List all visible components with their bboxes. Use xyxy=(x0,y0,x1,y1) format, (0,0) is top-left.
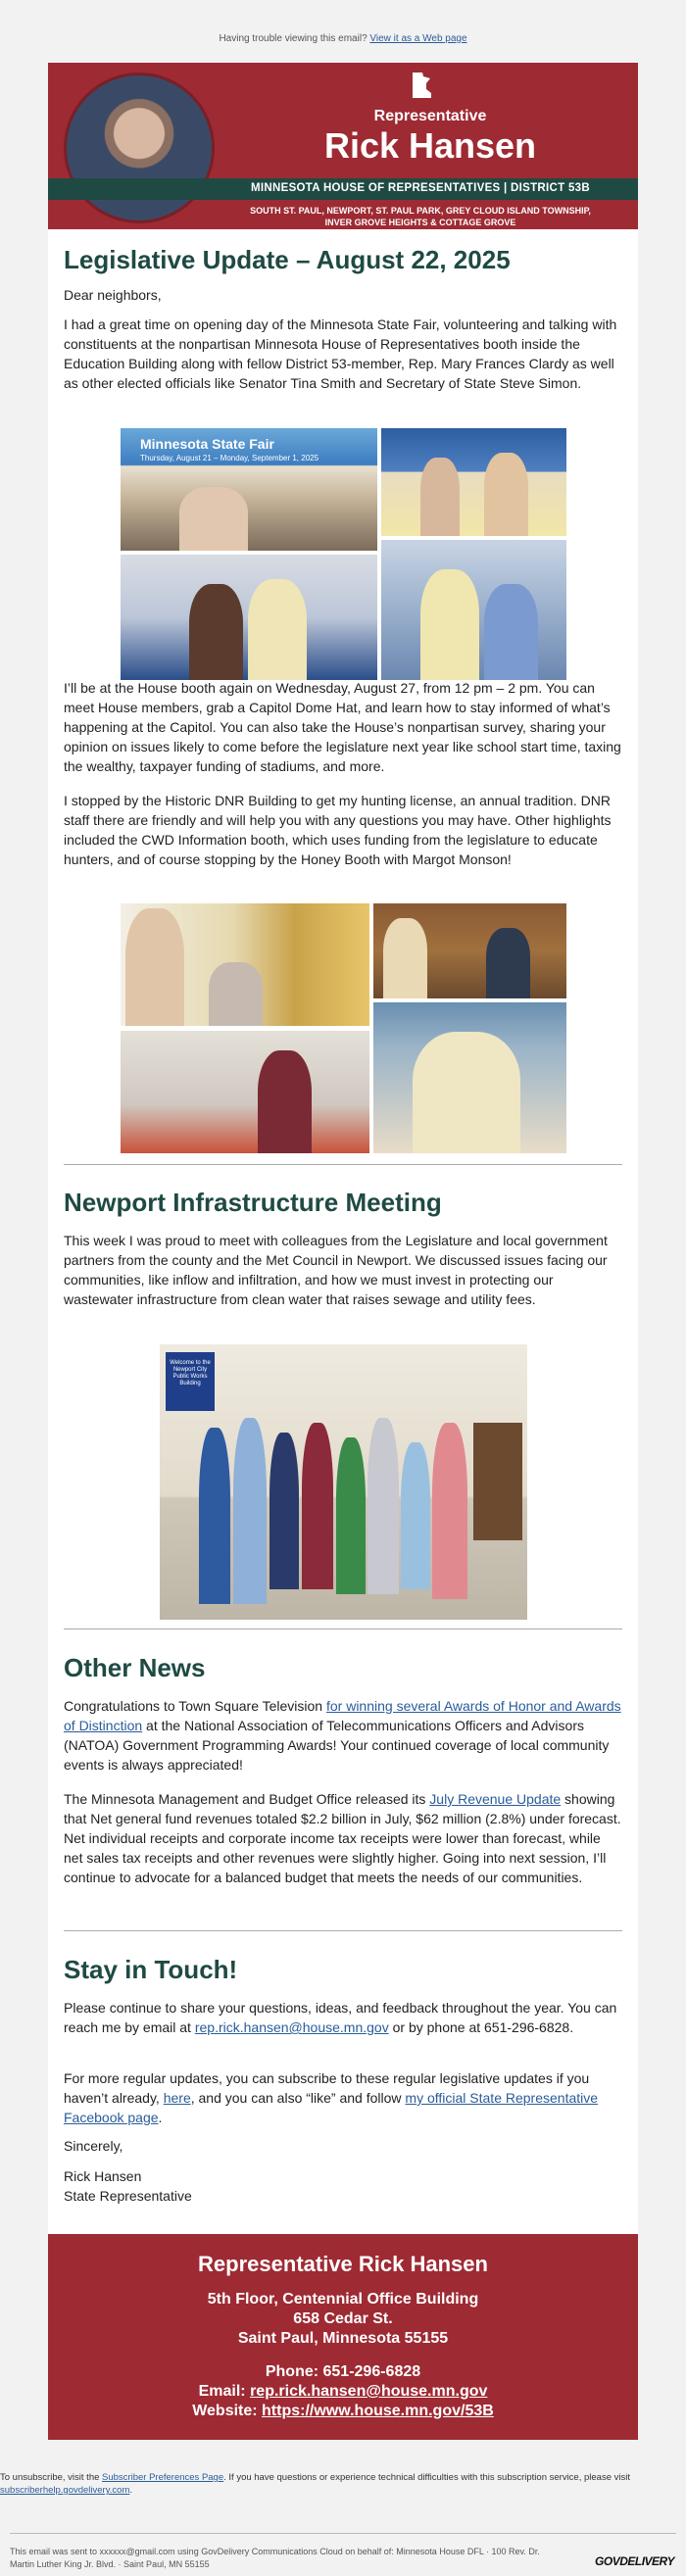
signature-name: Rick Hansen xyxy=(64,2168,142,2184)
booth-photo-two-men xyxy=(381,428,566,536)
booth-photo-with-colleague xyxy=(381,540,566,680)
revenue-update-paragraph xyxy=(64,1789,622,1887)
facebook-page-link[interactable]: my official State Representative Facebook page xyxy=(64,2090,599,2125)
person-right xyxy=(484,453,528,536)
representative-photo xyxy=(64,73,215,223)
person-left xyxy=(420,458,460,536)
state-fair-paragraph: I had a great time on opening day of the Minnesota State Fair, volunteering and talking with constituents at the nonpartisan Minnesota House of Representatives booth inside the Education Building along with fellow District 53-member, Rep. Mary Frances Clardy as well as other elected officials like Senator Tina Smith and Secretary of State Steve Simon. xyxy=(64,316,617,391)
divider-2 xyxy=(64,1628,622,1629)
state-fair-photo-collage xyxy=(121,428,566,680)
footer-phone: Phone: 651-296-6828 xyxy=(265,2363,421,2380)
footer-address-2: 658 Cedar St. xyxy=(293,2310,393,2327)
greeting: Dear neighbors, xyxy=(64,287,162,303)
person-man-2 xyxy=(420,569,479,680)
town-square-tv-paragraph xyxy=(64,1696,622,1774)
house-booth-paragraph: I’ll be at the House booth again on Wednesday, August 27, from 12 pm – 2 pm. You can meet House members, grab a Capitol Dome Hat, and learn how to stay informed of what’s happening at the Capitol. You can also take the House’s nonpartisan survey, sharing your opinion on issues likely to come before the legislature next year like school start time, taxing the wealthy, taxpayer funding of stadiums, and more. xyxy=(64,680,621,774)
july-revenue-update-link[interactable]: July Revenue Update xyxy=(429,1791,562,1807)
group-of-people xyxy=(199,1418,473,1604)
contact-footer xyxy=(48,2234,638,2440)
stay-in-touch-title: Stay in Touch! xyxy=(64,1955,238,1984)
preheader xyxy=(0,33,686,44)
preheader-text: Having trouble viewing this email? xyxy=(219,33,368,44)
legislative-update-title: Legislative Update – August 22, 2025 xyxy=(64,245,511,274)
revenue-text-b: showing that Net general fund revenues totaled $2.2 billion in July, $62 million (2.8%) under forecast. Net individual receipts and corporate income tax receipts were lower than forecast, while net sales tax receipts and other revenues were slightly higher. Going into next session, I’ll continue to advocate for a balanced budget that meets the needs of our communities. xyxy=(64,1791,621,1885)
welcome-screen xyxy=(166,1352,215,1411)
closing: Sincerely, xyxy=(64,2138,123,2154)
person-woman xyxy=(189,584,243,680)
tstv-text-b: at the National Association of Telecommunications Officers and Advisors (NATOA) Government Programming Awards! Your continued coverage of local community events is always appreciated! xyxy=(64,1718,610,1773)
footer-website-link[interactable]: https://www.house.mn.gov/53B xyxy=(262,2403,494,2419)
contact-paragraph xyxy=(64,1998,622,2037)
dnr-photo-collage xyxy=(121,903,566,1153)
state-fair-banner-photo xyxy=(121,428,377,551)
state-fair-sign-text: Minnesota State Fair xyxy=(140,436,274,452)
contact-text-b: or by phone at 651-296-6828. xyxy=(388,2019,574,2035)
header-title-small: Representative xyxy=(373,108,487,124)
awards-link[interactable]: for winning several Awards of Honor and Awards of Distinction xyxy=(64,1698,621,1733)
dnr-building-paragraph: I stopped by the Historic DNR Building to get my hunting license, an annual tradition. DNR staff there are friendly and will help you with any questions you may have. Other highlights included the CWD Information booth, which uses funding from the legislature to educate hunters, and of course stopping by the Honey Booth with Margot Monson! xyxy=(64,793,612,867)
wooden-door xyxy=(473,1423,522,1540)
person-woman-2 xyxy=(484,584,538,680)
subscribe-text-a: For more regular updates, you can subscribe to these regular legislative updates if you haven’t already, xyxy=(64,2070,590,2106)
unsubscribe-note xyxy=(0,2471,686,2497)
minnesota-state-icon xyxy=(411,73,432,98)
cwd-booth-photo xyxy=(121,1031,369,1153)
district-cities-line-2: INVER GROVE HEIGHTS & COTTAGE GROVE xyxy=(324,218,516,227)
footer-address-3: Saint Paul, Minnesota 55155 xyxy=(237,2330,449,2347)
unsub-text-b: . If you have questions or experience technical difficulties with this subscription service, please visit xyxy=(223,2472,630,2483)
newport-group-photo xyxy=(160,1344,527,1620)
signature-title: State Representative xyxy=(64,2188,192,2204)
footer-email-link[interactable]: rep.rick.hansen@house.mn.gov xyxy=(250,2383,488,2400)
subscribe-text-b: , and you can also “like” and follow xyxy=(190,2090,406,2106)
other-news-title: Other News xyxy=(64,1653,206,1682)
dnr-staff-photo xyxy=(373,903,566,998)
subscribe-here-link[interactable]: here xyxy=(163,2090,191,2106)
govdelivery-logo: GOVDELIVERY xyxy=(595,2554,674,2568)
booth-photo-with-official xyxy=(121,555,377,680)
header-title-big: Rick Hansen xyxy=(323,125,537,166)
unsub-text-c: . xyxy=(129,2485,132,2496)
unsub-text-a: To unsubscribe, visit the xyxy=(0,2472,103,2483)
person-man xyxy=(248,579,307,680)
divider-1 xyxy=(64,1164,622,1165)
person-woman-3 xyxy=(209,962,263,1026)
footer-address-1: 5th Floor, Centennial Office Building xyxy=(207,2291,479,2308)
email-link[interactable]: rep.rick.hansen@house.mn.gov xyxy=(194,2019,389,2035)
state-fair-sign-date: Thursday, August 21 – Monday, September 1, 2025 xyxy=(140,454,319,462)
contact-text-a: Please continue to share your questions, ideas, and feedback throughout the year. You can reach me by email at xyxy=(64,2000,617,2035)
newport-meeting-paragraph: This week I was proud to meet with colleagues from the Legislature and local government partners from the county and the Met Council in Newport. We discussed issues facing our communities, like inflow and infiltration, and how we must invest in protecting our wastewater infrastructure from clean water that raises sewage and utility fees. xyxy=(64,1233,608,1307)
subscriber-preferences-link[interactable]: Subscriber Preferences Page xyxy=(102,2472,224,2483)
welcome-screen-text: Welcome to the Newport City Public Works Building xyxy=(170,1360,211,1386)
footer-name: Representative Rick Hansen xyxy=(198,2252,488,2276)
district-cities-line-1: SOUTH ST. PAUL, NEWPORT, ST. PAUL PARK, GREY CLOUD ISLAND TOWNSHIP, xyxy=(250,206,591,216)
person-with-sunglasses xyxy=(179,487,248,551)
subscribe-paragraph xyxy=(64,2068,622,2127)
header-banner xyxy=(48,63,638,229)
newport-meeting-title: Newport Infrastructure Meeting xyxy=(64,1188,442,1217)
person-woman-4 xyxy=(258,1050,312,1153)
tstv-text-a: Congratulations to Town Square Television xyxy=(64,1698,326,1714)
footer-website-line xyxy=(48,2403,638,2420)
person-man-3 xyxy=(125,908,184,1026)
footer-website-label: Website: xyxy=(192,2403,263,2419)
revenue-text-a: The Minnesota Management and Budget Office released its xyxy=(64,1791,430,1807)
header-band-text: MINNESOTA HOUSE OF REPRESENTATIVES | DISTRICT 53B xyxy=(251,182,590,194)
district-cities xyxy=(224,205,616,228)
sent-to-note: This email was sent to xxxxxx@gmail.com using GovDelivery Communications Cloud on behalf of: Minnesota House DFL · 100 Rev. Dr. Martin Luther King Jr. Blvd. · Saint Paul, MN 55155 xyxy=(10,2547,540,2569)
legal-divider xyxy=(10,2533,676,2534)
person-man-5 xyxy=(413,1032,520,1153)
subscribe-text-c: . xyxy=(158,2110,163,2125)
honey-booth-photo xyxy=(121,903,369,1026)
person-staff xyxy=(486,928,530,998)
footer-email-label: Email: xyxy=(198,2383,251,2400)
subscriber-help-link[interactable]: subscriberhelp.govdelivery.com xyxy=(0,2485,130,2496)
divider-3 xyxy=(64,1930,622,1931)
footer-email-line xyxy=(48,2383,638,2401)
web-version-link[interactable]: View it as a Web page xyxy=(369,33,467,44)
person-man-4 xyxy=(383,918,427,998)
hunting-license-photo xyxy=(373,1002,566,1153)
